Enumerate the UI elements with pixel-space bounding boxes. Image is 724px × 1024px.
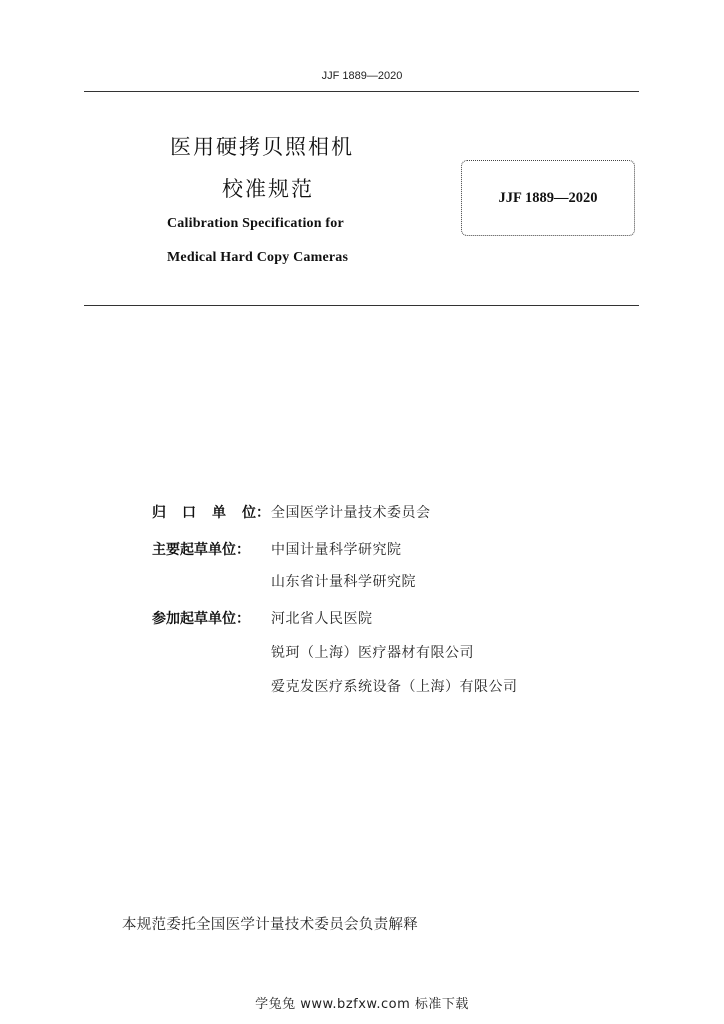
org-value-responsible: 全国医学计量技术委员会 xyxy=(271,505,431,521)
org-label-responsible xyxy=(152,502,270,522)
title-english-line2: Medical Hard Copy Cameras xyxy=(167,250,349,265)
org-value-main-drafting-1: 中国计量科学研究院 xyxy=(271,542,402,558)
org-value-participating-1: 河北省人民医院 xyxy=(271,611,373,627)
label-char: 归 xyxy=(152,505,166,521)
header-divider xyxy=(84,91,639,92)
label-char: 口 xyxy=(182,505,196,521)
org-value-participating-2: 锐珂（上海）医疗器材有限公司 xyxy=(271,645,474,661)
org-label-main-drafting: 主要起草单位： xyxy=(152,542,250,558)
title-divider xyxy=(84,305,639,306)
org-label-participating: 参加起草单位： xyxy=(152,611,250,627)
standard-code: JJF 1889—2020 xyxy=(498,189,598,206)
title-chinese-line1: 医用硬拷贝照相机 xyxy=(170,135,354,159)
org-value-main-drafting-2: 山东省计量科学研究院 xyxy=(271,574,416,590)
standard-code-box xyxy=(461,160,635,236)
label-char: 单 xyxy=(212,505,226,521)
org-value-participating-3: 爱克发医疗系统设备（上海）有限公司 xyxy=(271,679,518,695)
label-colon: ： xyxy=(256,505,270,521)
interpretation-note: 本规范委托全国医学计量技术委员会负责解释 xyxy=(122,917,418,933)
title-english-line1: Calibration Specification for xyxy=(167,216,344,231)
header-standard-code: JJF 1889—2020 xyxy=(321,70,403,82)
title-chinese-line2: 校准规范 xyxy=(222,177,314,201)
label-char: 位 xyxy=(242,505,256,521)
footer-watermark: 学兔兔 www.bzfxw.com 标准下载 xyxy=(255,997,469,1012)
